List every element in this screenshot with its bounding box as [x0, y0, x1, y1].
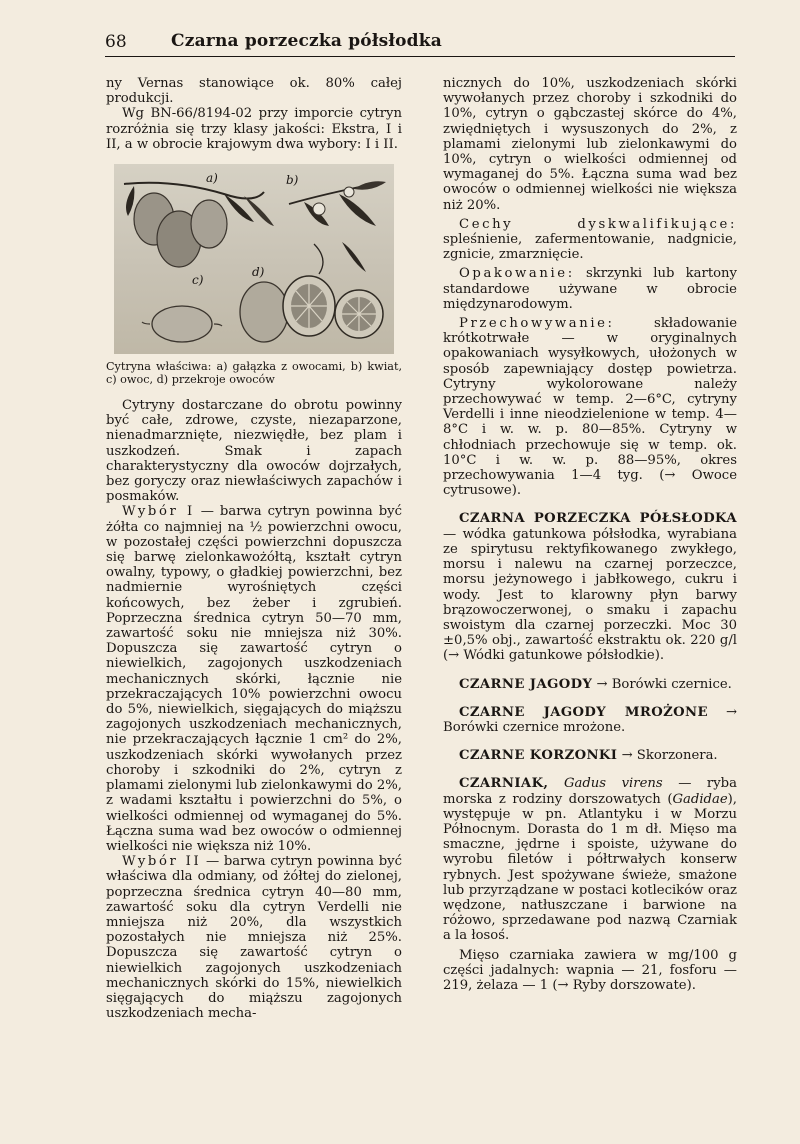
entry-headword: CZARNIAK,: [459, 776, 549, 792]
paragraph: Mięso czarniaka zawiera w mg/100 g części jadalnych: wapnia — 21, fosforu — 219, żelaza — 1 (→ Ryby dorszowate).: [443, 947, 737, 993]
section-lead: Cechy dyskwalifikujące:: [459, 216, 737, 232]
dictionary-entry: CZARNA PORZECZKA PÓŁSŁODKA — wódka gatunkowa półsłodka, wyrabiana ze spirytusu rektyfikowanego zwykłego, morsu i nalewu na czarnej porzeczce, morsu jeżynowego i jabłkowego, cukru i wody. Jest to klarowny płyn barwy brązowoczerwonej, o smaku i zapachu swoistym dla czarnej porzeczki. Moc 30 ±0,5% obj., zawartość ekstraktu ok. 220 g/l (→ Wódki gatunkowe półsłodkie).: [443, 511, 737, 664]
figure-caption: Cytryna właściwa: a) gałązka z owocami, b) kwiat, c) owoc, d) przekroje owoców: [106, 360, 402, 387]
dictionary-entry: CZARNIAK, Gadus virens — ryba morska z rodziny dorszowatych (Gadidae), występuje w pn. Atlantyku i w Morzu Północnym. Dorasta do 1 m dł. Mięso ma smaczne, jędrne i spoiste, używane do wyrobu filetów i półtrwałych konserw rybnych. Jest spożywane świeże, smażone lub przyrządzane w postaci kotlecików oraz wędzone, natłuszczane i barwione na różowo, sprzedawane pod nazwą Czarniak a la łosoś.: [443, 776, 737, 944]
figure-label-b: b): [286, 173, 299, 188]
figure-label-c: c): [192, 273, 204, 288]
figure-label-d: d): [252, 265, 265, 280]
paragraph: Wg BN-66/8194-02 przy imporcie cytryn rozróżnia się trzy klasy jakości: Ekstra, I i II, a w obrocie krajowym dwa wybory: I i II.: [106, 106, 402, 152]
paragraph: Opakowanie: skrzynki lub kartony standardowe używane w obrocie międzynarodowym.: [443, 266, 737, 312]
entry-headword: CZARNA PORZECZKA PÓŁSŁODKA: [459, 511, 737, 527]
paragraph: Cechy dyskwalifikujące: spleśnienie, zafermentowanie, nadgnicie, zgnicie, zmarznięcie.: [443, 216, 737, 263]
entry-headword: CZARNE JAGODY MROŻONE: [459, 704, 708, 720]
paragraph: Wybór II — barwa cytryn powinna być właściwa dla odmiany, od żółtej do zielonej, poprzeczna średnica cytryn 40—80 mm, zawartość soku dla cytryn Verdelli nie mniejsza niż 20%, dla wszystkich pozostałych nie mniejsza niż 25%. Dopuszcza się zawartość cytryn o niewielkich zagojonych uszkodzeniach mechanicznych skórki do 15%, niewielkich sięgających do miąższu zagojonych uszkodzeniach mecha-: [106, 854, 402, 1022]
paragraph: Cytryny dostarczane do obrotu powinny być całe, zdrowe, czyste, niezaparzone, nienadmarznięte, niezwiędłe, bez plam i uszkodzeń. Smak i zapach charakterystyczny dla owoców dojrzałych, bez goryczy oraz niewłaściwych zapachów i posmaków.: [106, 398, 402, 505]
entry-headword: CZARNE KORZONKI: [459, 748, 618, 764]
running-title: Czarna porzeczka półsłodka: [171, 31, 442, 51]
section-lead: Przechowywanie:: [459, 316, 615, 332]
lemon-illustration: [114, 164, 394, 354]
paragraph: Przechowywanie: składowanie krótkotrwałe — w oryginalnych opakowaniach wysyłkowych, ułożonych w sposób zapewniający dostęp powietrza. Cytryny wykolorowane należy przechowywać w temp. 2—6°C, cytryny Verdelli i inne nieodzielenione w temp. 4—8°C i w. w. p. 80—85%. Cytryny w chłodniach przechowuje się w temp. ok. 10°C i w. w. p. 88—95%, okres przechowywania 1—4 tyg. (→ Owoce cytrusowe).: [443, 316, 737, 499]
entry-headword: CZARNE JAGODY: [459, 676, 593, 692]
left-column: [106, 76, 402, 1021]
dictionary-entry: CZARNE JAGODY MROŻONE → Borówki czernice mrożone.: [443, 704, 737, 735]
right-column: [443, 76, 737, 993]
page-header: [105, 30, 735, 57]
lemon-drawing: [114, 164, 394, 354]
paragraph: nicznych do 10%, uszkodzeniach skórki wywołanych przez choroby i szkodniki do 10%, cytryn o gąbczastej skórce do 4%, zwiędniętych i wysuszonych do 2%, z plamami zielonymi lub zielonkawymi do 10%, cytryn o wielkości odmiennej od wymaganej do 5%. Łączna suma wad bez owoców o odmiennej wielkości nie większa niż 20%.: [443, 76, 737, 213]
paragraph: ny Vernas stanowiące ok. 80% całej produkcji.: [106, 76, 402, 107]
figure-label-a: a): [206, 171, 218, 186]
page-number: 68: [105, 32, 127, 52]
section-lead: Wybór II: [122, 854, 202, 870]
dictionary-entry: CZARNE KORZONKI → Skorzonera.: [459, 748, 718, 764]
paragraph: Wybór I — barwa cytryn powinna być żółta co najmniej na ½ powierzchni owocu, w pozostałej części powierzchni dopuszcza się barwę zielonkawożółtą, kształt cytryn owalny, typowy, o gładkiej powierzchni, bez nadmiernie wyrośniętych części końcowych, bez żeber i zgrubień. Poprzeczna średnica cytryn 50—70 mm, zawartość soku nie mniejsza niż 30%. Dopuszcza się zawartość cytryn o niewielkich, zagojonych uszkodzeniach mechanicznych skórki, łącznie nie przekraczających 10% powierzchni owocu do 5%, niewielkich, sięgających do miąższu zagojonych uszkodzeniach mechanicznych, nie przekraczających łącznie 1 cm² do 2%, uszkodzeniach skórki wywołanych przez choroby i szkodniki do 2%, cytryn z plamami zielonymi lub zielonkawymi do 2%, z wadami kształtu i powierzchni do 5%, o wielkości odmiennej od wymaganej do 5%. Łączna suma wad bez owoców o odmiennej wielkości nie większa niż 10%.: [106, 504, 402, 854]
section-lead: Wybór I: [122, 504, 195, 520]
dictionary-entry: CZARNE JAGODY → Borówki czernice.: [459, 676, 732, 692]
section-lead: Opakowanie:: [459, 266, 575, 282]
